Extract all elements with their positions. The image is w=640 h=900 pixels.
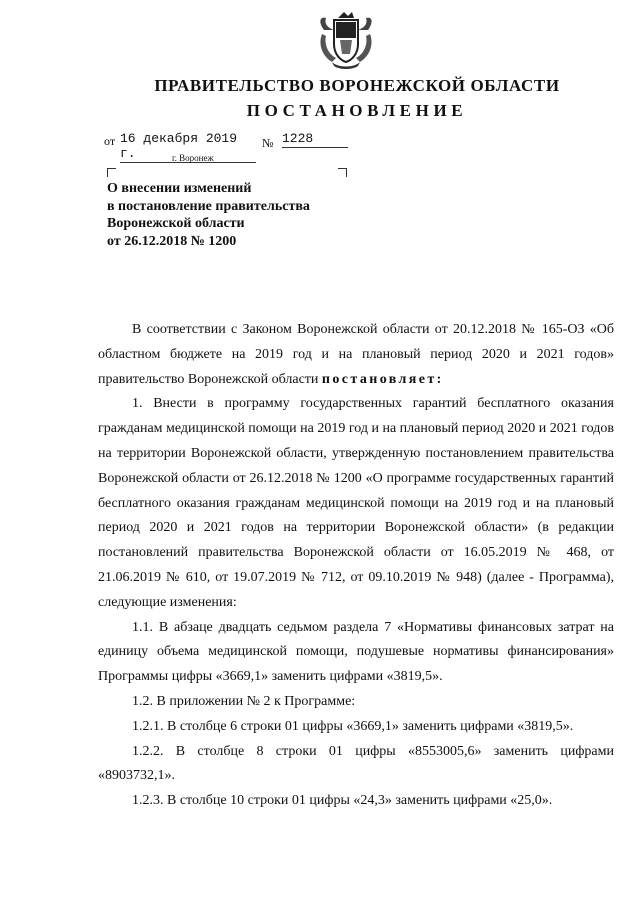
paragraph: 1. Внести в программу государственных гарантий бесплатного оказания гражданам медицинской помощи на 2019 год и на плановый период 2020 и 2021 годов на территории Воронежской области, утвержденную постановлением правительства Воронежской области от 26.12.2018 № 1200 «О программе государственных гарантий бесплатного оказания гражданам медицинской помощи на 2019 год и на плановый период 2020 и 2021 годов на территории Воронежской области» (в редакции постановлений правительства Воронежской области от 16.05.2019 № 468, от 21.06.2019 № 610, от 19.07.2019 № 712, от 09.10.2019 № 948) (далее - Программа), следующие изменения: [98, 396, 615, 610]
intro-text: В соответствии с Законом Воронежской области от 20.12.2018 № 165-ОЗ «Об областном бюджете на 2019 год и на плановый период 2020 и 2021 годов» правительство Воронежской области [98, 322, 614, 387]
paragraph: 1.1. В абзаце двадцать седьмом раздела 7 «Нормативы финансовых затрат на единицу объема медицинской помощи, подушевые нормативы финансирования» Программы цифры «3669,1» заменить цифрами «3819,5». [98, 619, 614, 685]
decree-word: постановляет: [321, 371, 444, 387]
left-corner-mark [107, 168, 116, 177]
document-date: 16 декабря 2019 г. [120, 131, 256, 163]
coat-of-arms-icon [314, 10, 378, 72]
right-corner-mark [338, 168, 347, 177]
paragraph: 1.2. В приложении № 2 к Программе: [132, 693, 356, 709]
subject-line: от 26.12.2018 № 1200 [107, 233, 237, 249]
paragraph: 1.2.3. В столбце 10 строки 01 цифры «24,3» заменить цифрами «25,0». [132, 793, 553, 809]
document-body [98, 318, 614, 814]
city: г. Воронеж [172, 153, 214, 163]
subject-line: О внесении изменений [107, 181, 252, 196]
organization-name: ПРАВИТЕЛЬСТВО ВОРОНЕЖСКОЙ ОБЛАСТИ [154, 76, 560, 95]
paragraph: 1.2.2. В столбце 8 строки 01 цифры «8553005,6» заменить цифрами «8903732,1». [98, 743, 614, 784]
intro-paragraph [98, 318, 614, 392]
document-type: ПОСТАНОВЛЕНИЕ [246, 101, 468, 120]
paragraph: 1.2.1. В столбце 6 строки 01 цифры «3669,1» заменить цифрами «3819,5». [132, 718, 574, 734]
subject-line: в постановление правительства [107, 198, 310, 214]
date-label: от [104, 134, 116, 148]
number-label: № [262, 136, 274, 150]
document-subject [107, 180, 310, 250]
subject-line: Воронежской области [107, 216, 245, 231]
document-number: 1228 [282, 131, 348, 148]
